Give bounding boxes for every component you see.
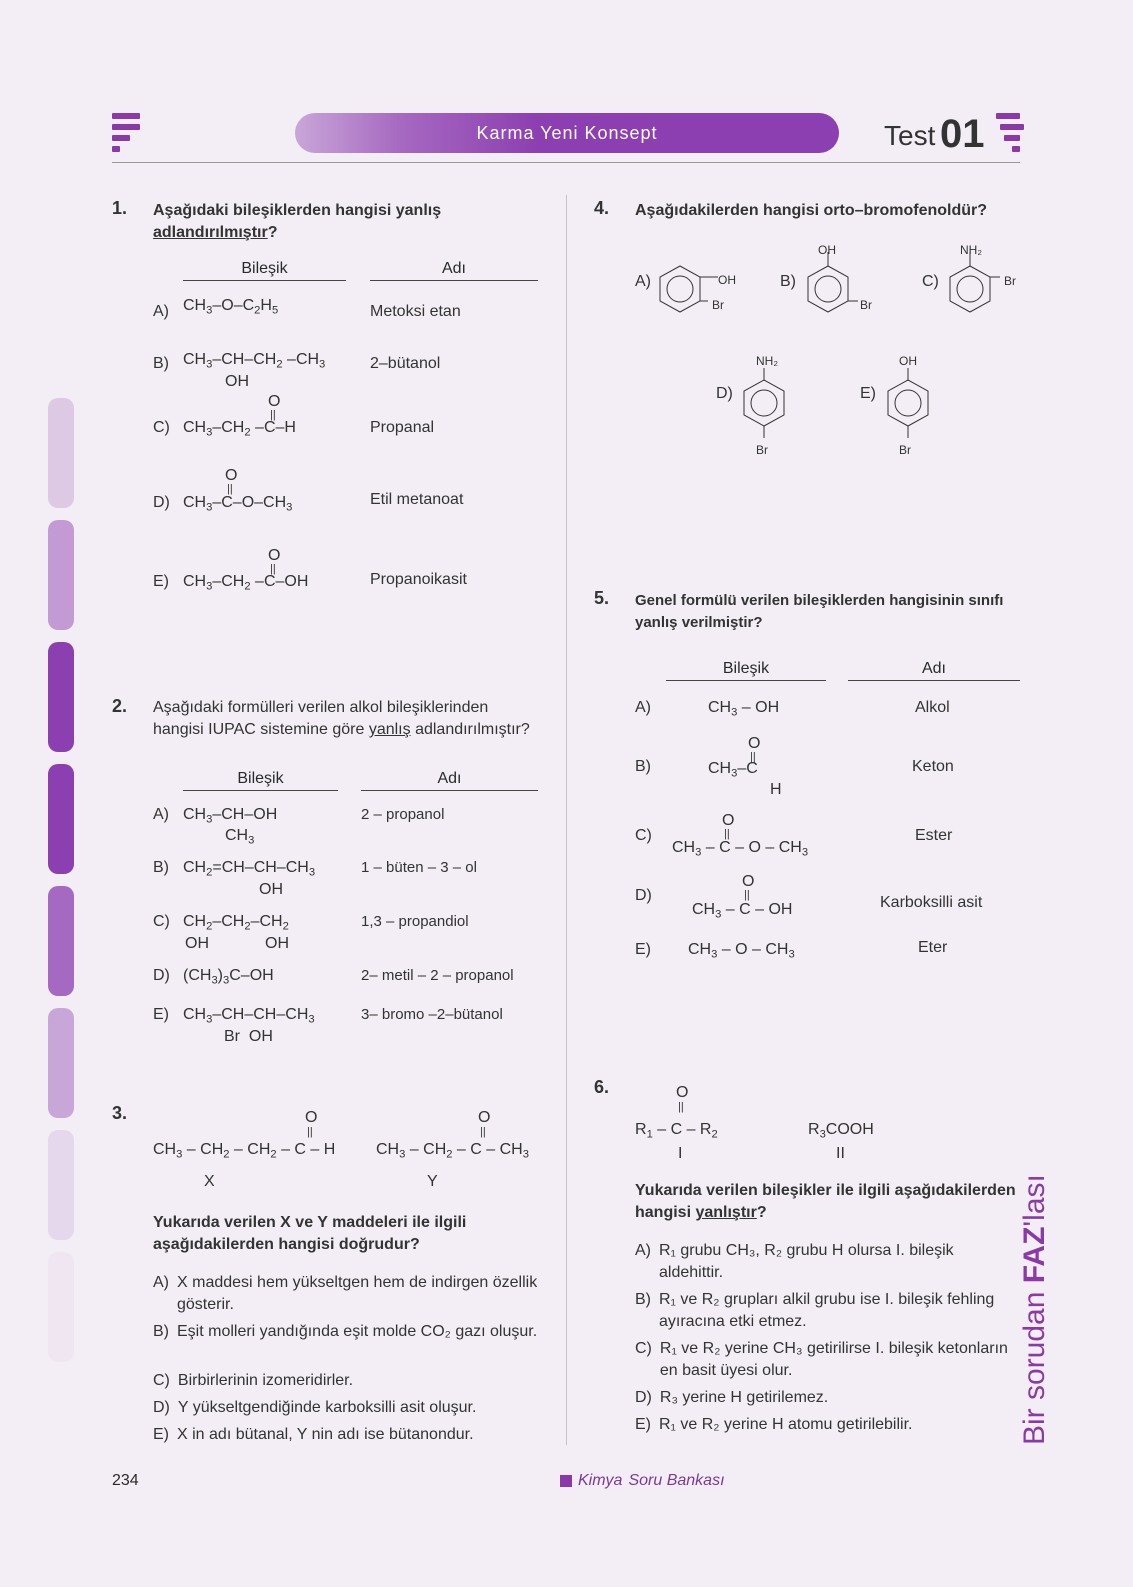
formula: $CH_3-CH_2$ –C–H [183, 419, 296, 439]
formula-x: $CH_3 - CH_2 - CH_2$ – C – H [153, 1141, 336, 1161]
question-text [153, 200, 538, 244]
formula-oxygen: O [722, 812, 735, 829]
option-letter[interactable]: B) [780, 273, 796, 290]
label-i: I [678, 1145, 683, 1162]
question-text-part: Aşağıdaki bileşiklerden hangisi yanlış [153, 202, 442, 219]
book-title [560, 1472, 725, 1490]
side-tab [48, 1252, 74, 1362]
formula-substituent: OH [225, 373, 249, 390]
question-emphasis: yanlış [368, 721, 411, 738]
double-bond: || [227, 483, 233, 495]
square-icon [560, 1475, 572, 1487]
substituent-label: OH [899, 354, 917, 368]
option-letter[interactable]: E) [153, 573, 169, 590]
question-emphasis: adlandırılmıştır [153, 224, 268, 241]
brand-logo [112, 113, 142, 153]
option-letter[interactable]: C) [635, 827, 652, 844]
formula: $CH_2-CH_2-CH_2$ [183, 913, 289, 933]
option-letter[interactable]: A) [635, 699, 651, 716]
test-number: 01 [940, 112, 985, 156]
option-letter[interactable]: C) [153, 913, 170, 930]
header-divider [112, 162, 1020, 163]
option-text: X in adı bütanal, Y nin adı ise bütanondur. [177, 1426, 474, 1443]
option-letter[interactable]: E) [635, 941, 651, 958]
column-header-compound: Bileşik [183, 260, 346, 281]
answer-option[interactable] [635, 1414, 1020, 1436]
option-text: R₁ ve R₂ yerine H atomu getirilebilir. [659, 1416, 913, 1433]
brand-logo-right [996, 113, 1026, 153]
formula-ii: $R_3COOH$ [808, 1121, 874, 1141]
test-label: Test [884, 120, 936, 151]
option-letter[interactable]: E) [153, 1006, 169, 1023]
option-letter: A) [153, 1274, 169, 1291]
option-letter: E) [635, 1416, 651, 1433]
question-text: Aşağıdakilerden hangisi orto–bromofenoldür? [635, 202, 988, 219]
option-name: Karboksilli asit [880, 894, 983, 911]
formula-i: $R_1$ – C – $R_2$ [635, 1121, 718, 1141]
question-text-end: adlandırılmıştır? [415, 721, 530, 738]
side-tab [48, 398, 74, 508]
option-letter[interactable]: D) [153, 967, 170, 984]
side-tab [48, 642, 74, 752]
double-bond: || [750, 751, 756, 763]
formula: $CH_3-CH-CH-CH_3$ [183, 1006, 315, 1026]
option-name: 1 – büten – 3 – ol [361, 859, 477, 876]
answer-option[interactable] [153, 1370, 538, 1392]
substituent-label: NH₂ [960, 243, 982, 257]
option-letter[interactable]: D) [716, 385, 733, 402]
formula-oxygen: O [478, 1109, 491, 1126]
formula-oxygen: O [305, 1109, 318, 1126]
formula: $CH_3-CH-CH_2$ $-CH_3$ [183, 351, 326, 371]
formula-oxygen: O [268, 547, 281, 564]
answer-option[interactable] [635, 1240, 1020, 1284]
formula-substituent: H [770, 781, 782, 798]
option-letter[interactable]: D) [635, 887, 652, 904]
question-text: Yukarıda verilen X ve Y maddeleri ile ilgili aşağıdakilerden hangisi doğrudur? [153, 1214, 467, 1253]
formula-substituent: OH [265, 935, 289, 952]
question-number: 5. [594, 588, 610, 608]
formula: $CH_3$ – OH [708, 699, 780, 719]
option-letter[interactable]: B) [153, 355, 169, 372]
book-name: Soru Bankası [628, 1472, 725, 1489]
column-header-name: Adı [370, 260, 538, 281]
formula: $CH_3-CH-OH$ [183, 806, 278, 826]
answer-option[interactable] [153, 1321, 538, 1343]
substituent-label: OH [818, 243, 836, 257]
double-bond: || [678, 1101, 684, 1113]
formula: $CH_3-CH_2$ –C–OH [183, 573, 309, 593]
double-bond: || [744, 889, 750, 901]
option-letter: E) [153, 1426, 169, 1443]
side-tab [48, 886, 74, 996]
option-name: Metoksi etan [370, 303, 461, 320]
formula: $CH_3-C-O-CH_3$ [183, 494, 293, 514]
option-letter: C) [635, 1340, 652, 1357]
option-letter[interactable]: C) [153, 419, 170, 436]
option-letter: A) [635, 1242, 651, 1259]
option-letter[interactable]: A) [153, 303, 169, 320]
column-divider [566, 195, 567, 1445]
option-name: 2–bütanol [370, 355, 441, 372]
question-number: 6. [594, 1077, 610, 1097]
double-bond: || [724, 828, 730, 840]
option-name: Keton [912, 758, 954, 775]
option-text: R₃ yerine H getirilemez. [659, 1389, 829, 1406]
option-letter[interactable]: D) [153, 494, 170, 511]
option-text: Y yükseltgendiğinde karboksilli asit oluşur. [177, 1399, 477, 1416]
option-text: R₁ ve R₂ grupları alkil grubu ise I. bileşik fehling ayıracına etki etmez. [659, 1291, 995, 1330]
option-name: Ester [915, 827, 953, 844]
section-banner: Karma Yeni Konsept [295, 113, 839, 153]
formula: $CH_3$ – O – $CH_3$ [688, 941, 795, 961]
option-text: Birbirlerinin izomeridirler. [177, 1372, 354, 1389]
question-text [153, 697, 538, 741]
formula-substituent: OH [185, 935, 209, 952]
option-letter[interactable]: A) [153, 806, 169, 823]
slogan-part: Bir sorudan [1018, 1291, 1051, 1445]
substituent-label: Br [756, 443, 768, 457]
double-bond: || [270, 563, 276, 575]
question-text-end: ? [756, 1204, 767, 1221]
formula: $CH_3$ – C – OH [692, 901, 793, 921]
answer-option[interactable] [153, 1424, 538, 1446]
option-name: Eter [918, 939, 948, 956]
question-emphasis: yanlıştır [695, 1204, 757, 1221]
option-name: Propanal [370, 419, 435, 436]
substituent-label: NH₂ [756, 354, 778, 368]
formula-oxygen: O [676, 1084, 689, 1101]
question-text: Genel formülü verilen bileşiklerden hangisinin sınıfı yanlış verilmiştir? [635, 592, 1004, 631]
column-header-name: Adı [848, 660, 1020, 681]
label-ii: II [836, 1145, 845, 1162]
question-number: 4. [594, 198, 610, 218]
option-letter[interactable]: B) [635, 758, 651, 775]
question-number: 2. [112, 696, 128, 716]
substituent-label: Br [899, 443, 911, 457]
option-name: Etil metanoat [370, 491, 464, 508]
question-number: 3. [112, 1103, 128, 1123]
column-header-compound: Bileşik [183, 770, 338, 791]
formula-substituent: Br OH [224, 1028, 273, 1045]
option-letter[interactable]: A) [635, 273, 651, 290]
book-subject: Kimya [578, 1472, 623, 1489]
formula: $CH_3$ – C – O – $CH_3$ [672, 839, 809, 859]
option-name: Alkol [915, 699, 950, 716]
formula-substituent: $CH_3$ [225, 827, 255, 847]
answer-option[interactable] [153, 1272, 538, 1316]
formula-substituent: OH [259, 881, 283, 898]
answer-option[interactable] [635, 1387, 1020, 1409]
formula-y: $CH_3 - CH_2$ – C – $CH_3$ [376, 1141, 529, 1161]
question-text-part: Aşağıdaki formülleri verilen alkol bileşiklerinden hangisi IUPAC sistemine göre [153, 699, 489, 738]
page-number: 234 [112, 1472, 139, 1489]
option-text: R₁ ve R₂ yerine CH₃ getirilirse I. bileşik ketonların en basit üyesi olur. [659, 1340, 1008, 1379]
side-tab [48, 520, 74, 630]
question-number: 1. [112, 198, 128, 218]
option-name: 2– metil – 2 – propanol [361, 967, 514, 984]
option-text: Eşit molleri yandığında eşit molde CO₂ gazı oluşur. [177, 1323, 538, 1340]
option-letter: D) [635, 1389, 652, 1406]
option-letter: D) [153, 1399, 170, 1416]
option-letter[interactable]: E) [860, 385, 876, 402]
question-text-end: ? [267, 224, 278, 241]
benzene-ring-icon [880, 364, 940, 448]
option-letter[interactable]: C) [922, 273, 939, 290]
option-name: 3– bromo –2–bütanol [361, 1006, 503, 1023]
question-text-part: Yukarıda verilen bileşikler ile ilgili aşağıdakilerden hangisi [635, 1182, 1016, 1221]
formula: $CH_3-C$ [708, 760, 758, 780]
formula-oxygen: O [268, 393, 281, 410]
side-tab [48, 764, 74, 874]
substituent-label: Br [712, 298, 724, 312]
side-tab [48, 1130, 74, 1240]
formula-oxygen: O [748, 735, 761, 752]
formula: $(CH_3)_3C-OH$ [183, 967, 274, 987]
formula-oxygen: O [742, 873, 755, 890]
substituent-label: Br [860, 298, 872, 312]
option-letter: B) [635, 1291, 651, 1308]
formula: $CH_3-O-C_2H_5$ [183, 297, 279, 317]
option-letter: B) [153, 1323, 169, 1340]
formula: $CH_2=CH-CH-CH_3$ [183, 859, 316, 879]
answer-option[interactable] [153, 1397, 538, 1419]
option-letter: C) [153, 1372, 170, 1389]
answer-option[interactable] [635, 1338, 1020, 1382]
side-slogan [1018, 1174, 1052, 1445]
option-text: R₁ grubu CH₃, R₂ grubu H olursa I. bileşik aldehittir. [659, 1242, 954, 1281]
column-header-compound: Bileşik [666, 660, 826, 681]
double-bond: || [270, 409, 276, 421]
option-name: 1,3 – propandiol [361, 913, 469, 930]
substituent-label: Br [1004, 274, 1016, 288]
benzene-ring-icon [736, 364, 796, 448]
answer-option[interactable] [635, 1289, 1020, 1333]
option-name: Propanoikasit [370, 571, 467, 588]
double-bond: || [480, 1126, 486, 1138]
substituent-label: OH [718, 273, 736, 287]
double-bond: || [307, 1126, 313, 1138]
column-header-name: Adı [361, 770, 538, 791]
option-letter[interactable]: B) [153, 859, 169, 876]
slogan-suffix: 'lası [1018, 1174, 1051, 1227]
option-name: 2 – propanol [361, 806, 445, 823]
side-tab [48, 1008, 74, 1118]
question-text [635, 1180, 1020, 1224]
slogan-brand: FAZ [1018, 1226, 1051, 1284]
option-text: X maddesi hem yükseltgen hem de indirgen özellik gösterir. [177, 1274, 538, 1313]
formula-oxygen: O [225, 467, 238, 484]
label-x: X [204, 1173, 215, 1190]
label-y: Y [427, 1173, 438, 1190]
